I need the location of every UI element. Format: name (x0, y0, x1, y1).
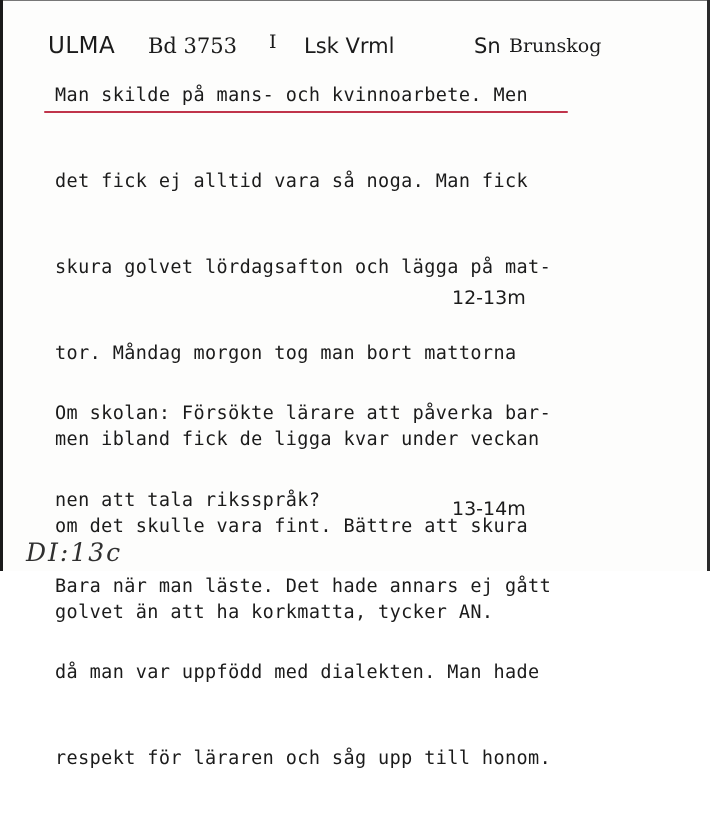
text-line: skura golvet lördagsafton och lägga på mat- (55, 257, 552, 279)
section-2-text (55, 343, 551, 831)
card-left-edge (0, 0, 3, 571)
volume-part: I (269, 31, 277, 53)
page-reference-2: 13-14m (452, 498, 526, 520)
landskap-field: Lsk Vrml (304, 34, 395, 58)
text-line: det fick ej alltid vara så noga. Man fick (55, 171, 529, 193)
text-line: Om skolan: Försökte lärare att påverka bar- (55, 403, 552, 425)
text-line: nen att tala riksspråk? (55, 489, 321, 511)
text-line: då man var uppfödd med dialekten. Man hade (55, 661, 540, 683)
socken-label: Sn (474, 34, 501, 58)
volume-number: Bd 3753 (148, 34, 237, 58)
text-line: Bara när man läste. Det hade annars ej gått (55, 575, 552, 597)
text-line: respekt för läraren och såg upp till honom. (55, 747, 552, 769)
socken-value: Brunskog (509, 35, 602, 57)
archive-name: ULMA (48, 33, 116, 59)
text-line: om det skulle vara fint. Bättre att skura (55, 515, 529, 537)
text-line: men ibland fick de ligga kvar under veckan (55, 429, 540, 451)
text-line: golvet än att ha korkmatta, tycker AN. (55, 601, 494, 623)
handwritten-signature: DI:13c (26, 538, 123, 567)
text-line: tor. Måndag morgon tog man bort mattorna (55, 343, 517, 365)
section-1-first-line (55, 82, 528, 111)
page-reference-1: 12-13m (452, 287, 526, 309)
card-top-edge (0, 0, 710, 1)
underlined-phrase: Man skilde på mans- och kvinnoarbete. (55, 85, 482, 106)
first-line-rest: Men (481, 85, 529, 106)
